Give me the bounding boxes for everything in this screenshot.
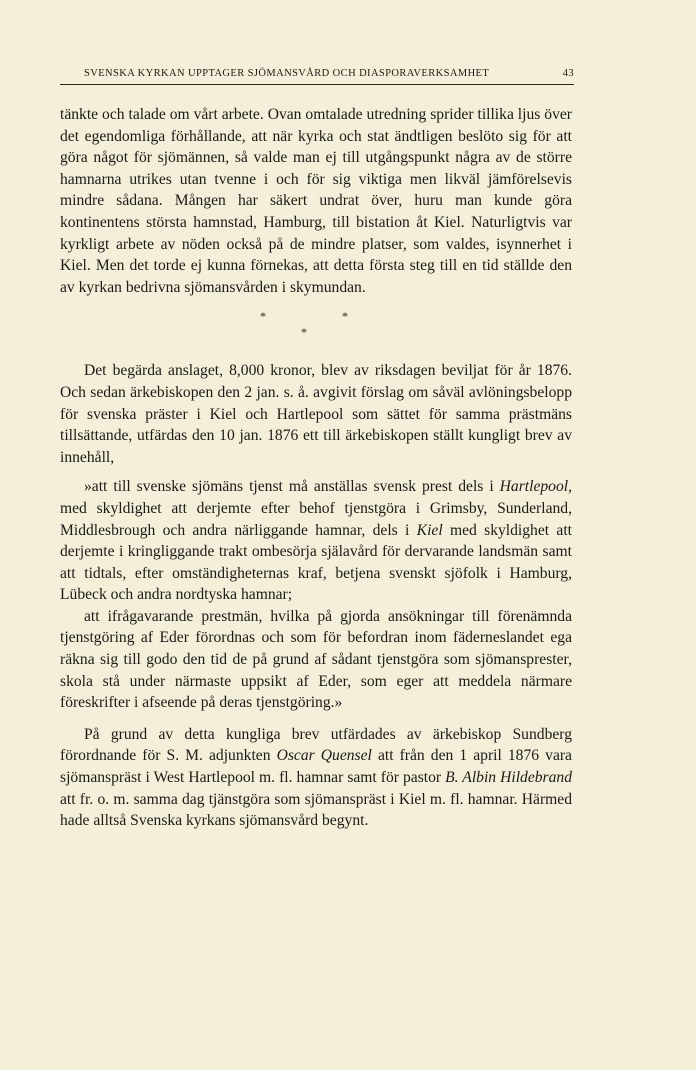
quote-text: med skyldighet att derjemte efter behof tjenstgöra i Grimsby, Sunderland, Middlesbrough och andra närliggande hamnar, dels i: [60, 499, 572, 539]
quote-part-1: [60, 476, 572, 606]
quote-text: med skyldighet att derjemte i kringliggande trakt ombesörja själavård för dervarande landsmän samt att tidtals, efter omständigheternas kraf, betjena svenskt sjöfolk i Hamburg, Lübeck och andra nordtyska hamnar;: [60, 521, 572, 604]
paragraph-appointment: [60, 724, 572, 832]
quote-text: »att till svenske sjömäns tjenst må anställas svensk prest dels i: [84, 478, 500, 496]
separator-star: *: [342, 309, 348, 324]
separator-star: *: [301, 325, 307, 340]
paragraph-grant: Det begärda anslaget, 8,000 kronor, blev av riksdagen beviljat för år 1876. Och sedan ärkebiskopen den 2 jan. s. å. avgivit förslag om såväl avlöningsbelopp för svenska präster i Kiel och Hartlepool som sättet för samma prästmäns tillsättande, utfärdas den 10 jan. 1876 ett till ärkebiskopen ställt kungligt brev av innehåll,: [60, 362, 572, 466]
separator-star: *: [260, 309, 266, 324]
place-name: Kiel: [416, 521, 443, 539]
running-title: SVENSKA KYRKAN UPPTAGER SJÖMANSVÅRD OCH DIASPORAVERKSAMHET: [84, 68, 490, 79]
person-name: B. Albin Hildebrand: [445, 769, 573, 787]
paragraph-continuation: tänkte och talade om vårt arbete. Ovan omtalade utredning sprider tillika ljus över det egendomliga förhållande, att när kyrka och stat ändtligen beslöto sig för att göra något för sjömännen, så valde man ej till utgångspunkt några av de större hamnarna utrikes utan tvenne i och för sig viktiga men likväl jämförelsevis mindre sådana. Mången har säkert undrat över, huru man kunde göra kontinentens största hamnstad, Hamburg, till bistation åt Kiel. Naturligtvis var kyrkligt arbete av nöden också på de mindre platser, som valdes, isynnerhet i Kiel. Men det torde ej kunna förnekas, att detta första steg till en tid ställde den av kyrkan bedrivna sjömansvården i skymundan.: [60, 106, 572, 296]
paragraph-text: att från den 1 april 1876 vara sjömanspräst i West Hartlepool m. fl. hamnar samt för pastor: [60, 747, 572, 787]
running-head: [60, 68, 574, 85]
royal-letter-quote: [60, 476, 572, 714]
place-name: Hartlepool,: [499, 478, 572, 496]
paragraph-text: På grund av detta kungliga brev utfärdades av ärkebiskop Sundberg förordnande för S. M. adjunkten: [60, 725, 572, 765]
page-body: [60, 104, 572, 832]
page-number: 43: [562, 68, 574, 79]
section-separator: [60, 304, 572, 350]
quote-part-2: att ifrågavarande prestmän, hvilka på gjorda ansökningar till förenämnda tjenstgöring af Eder förordnas och som för befordran inom fäderneslandet ega räkna sig till godo den tid de på grund af sådant tjenstgöra som sjömansprester, skola stå under närmaste uppsikt af Eder, som eger att meddela närmare föreskrifter i afseende på deras tjenstgöring.»: [60, 607, 572, 712]
paragraph-text: att fr. o. m. samma dag tjänstgöra som sjömanspräst i Kiel m. fl. hamnar. Härmed hade alltså Svenska kyrkans sjömansvård begynt.: [60, 790, 572, 830]
person-name: Oscar Quensel: [276, 747, 372, 765]
